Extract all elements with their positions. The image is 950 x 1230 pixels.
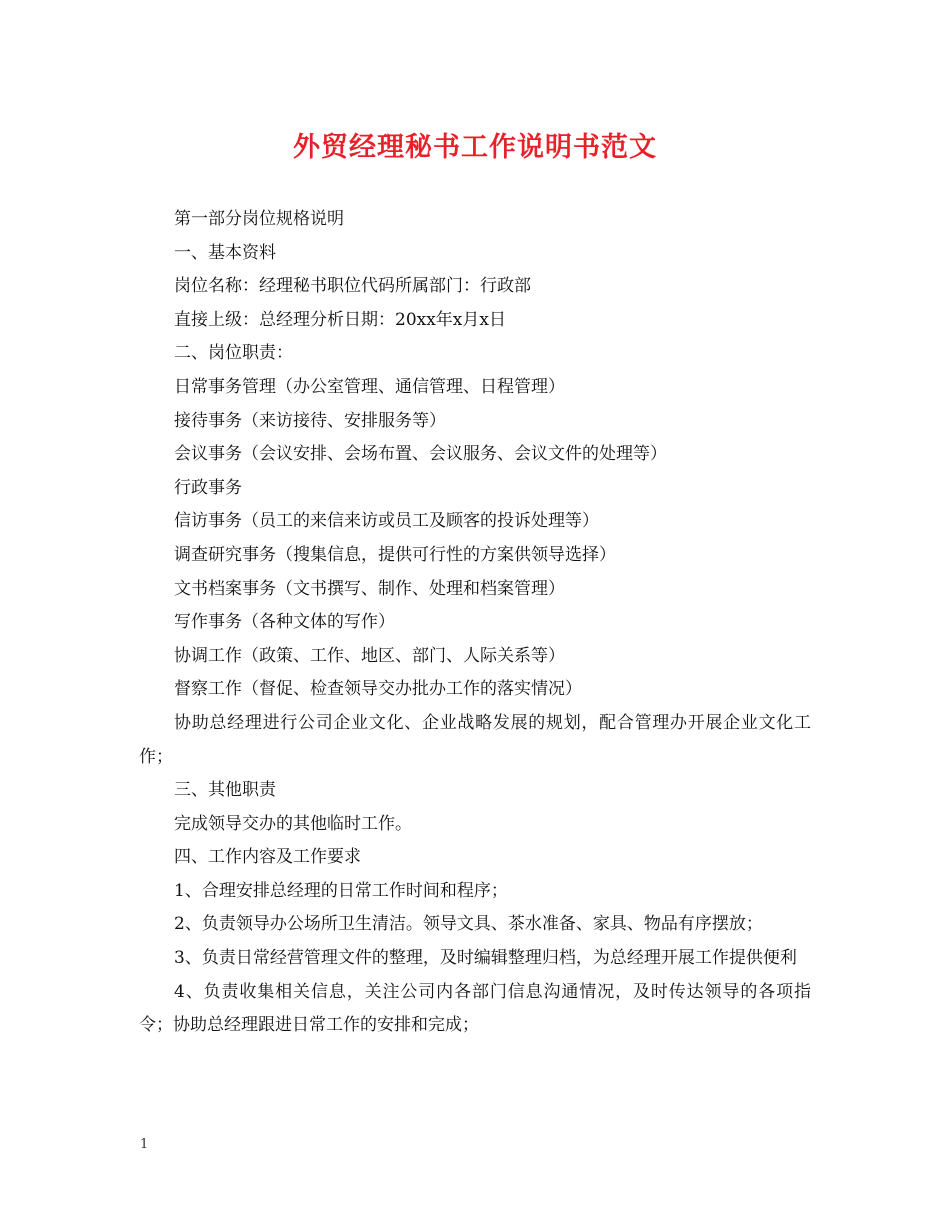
list-item-3: 3、负责日常经营管理文件的整理，及时编辑整理归档，为总经理开展工作提供便利 bbox=[174, 948, 797, 969]
paragraph-archives: 文书档案事务（文书撰写、制作、处理和档案管理） bbox=[174, 578, 565, 599]
paragraph-reception: 接待事务（来访接待、安排服务等） bbox=[174, 410, 446, 431]
paragraph-position-name: 岗位名称：经理秘书职位代码所属部门：行政部 bbox=[174, 276, 531, 297]
paragraph-research: 调查研究事务（搜集信息，提供可行性的方案供领导选择） bbox=[174, 544, 616, 565]
document-body bbox=[139, 203, 811, 1043]
document-title: 外贸经理秘书工作说明书范文 bbox=[293, 132, 657, 163]
paragraph-writing: 写作事务（各种文体的写作） bbox=[174, 612, 395, 633]
paragraph-administration: 行政事务 bbox=[174, 477, 242, 498]
paragraph-supervision: 督察工作（督促、检查领导交办批办工作的落实情况） bbox=[174, 679, 582, 700]
paragraph-complaints: 信访事务（员工的来信来访或员工及顾客的投诉处理等） bbox=[174, 511, 599, 532]
paragraph-direct-superior: 直接上级：总经理分析日期：20xx年x月x日 bbox=[174, 309, 506, 330]
page-number: 1 bbox=[140, 1137, 149, 1152]
list-item-2: 2、负责领导办公场所卫生清洁。领导文具、茶水准备、家具、物品有序摆放； bbox=[174, 914, 763, 935]
paragraph-daily-affairs: 日常事务管理（办公室管理、通信管理、日程管理） bbox=[174, 376, 565, 397]
section-heading-other-duties: 三、其他职责 bbox=[174, 780, 276, 801]
paragraph-coordination: 协调工作（政策、工作、地区、部门、人际关系等） bbox=[174, 645, 565, 666]
paragraph-meetings: 会议事务（会议安排、会场布置、会议服务、会议文件的处理等） bbox=[174, 444, 667, 465]
paragraph-temporary-work: 完成领导交办的其他临时工作。 bbox=[174, 813, 412, 834]
section-heading-work-content: 四、工作内容及工作要求 bbox=[174, 847, 361, 868]
section-heading-responsibilities: 二、岗位职责： bbox=[174, 343, 293, 364]
section-heading-basic-info: 一、基本资料 bbox=[174, 242, 276, 263]
paragraph-corporate-culture: 协助总经理进行公司企业文化、企业战略发展的规划，配合管理办开展企业文化工作； bbox=[139, 712, 811, 767]
list-item-1: 1、合理安排总经理的日常工作时间和程序； bbox=[174, 880, 508, 901]
section-heading-part-one: 第一部分岗位规格说明 bbox=[174, 209, 344, 229]
list-item-4: 4、负责收集相关信息，关注公司内各部门信息沟通情况，及时传达领导的各项指令；协助总经理跟进日常工作的安排和完成； bbox=[139, 981, 811, 1036]
